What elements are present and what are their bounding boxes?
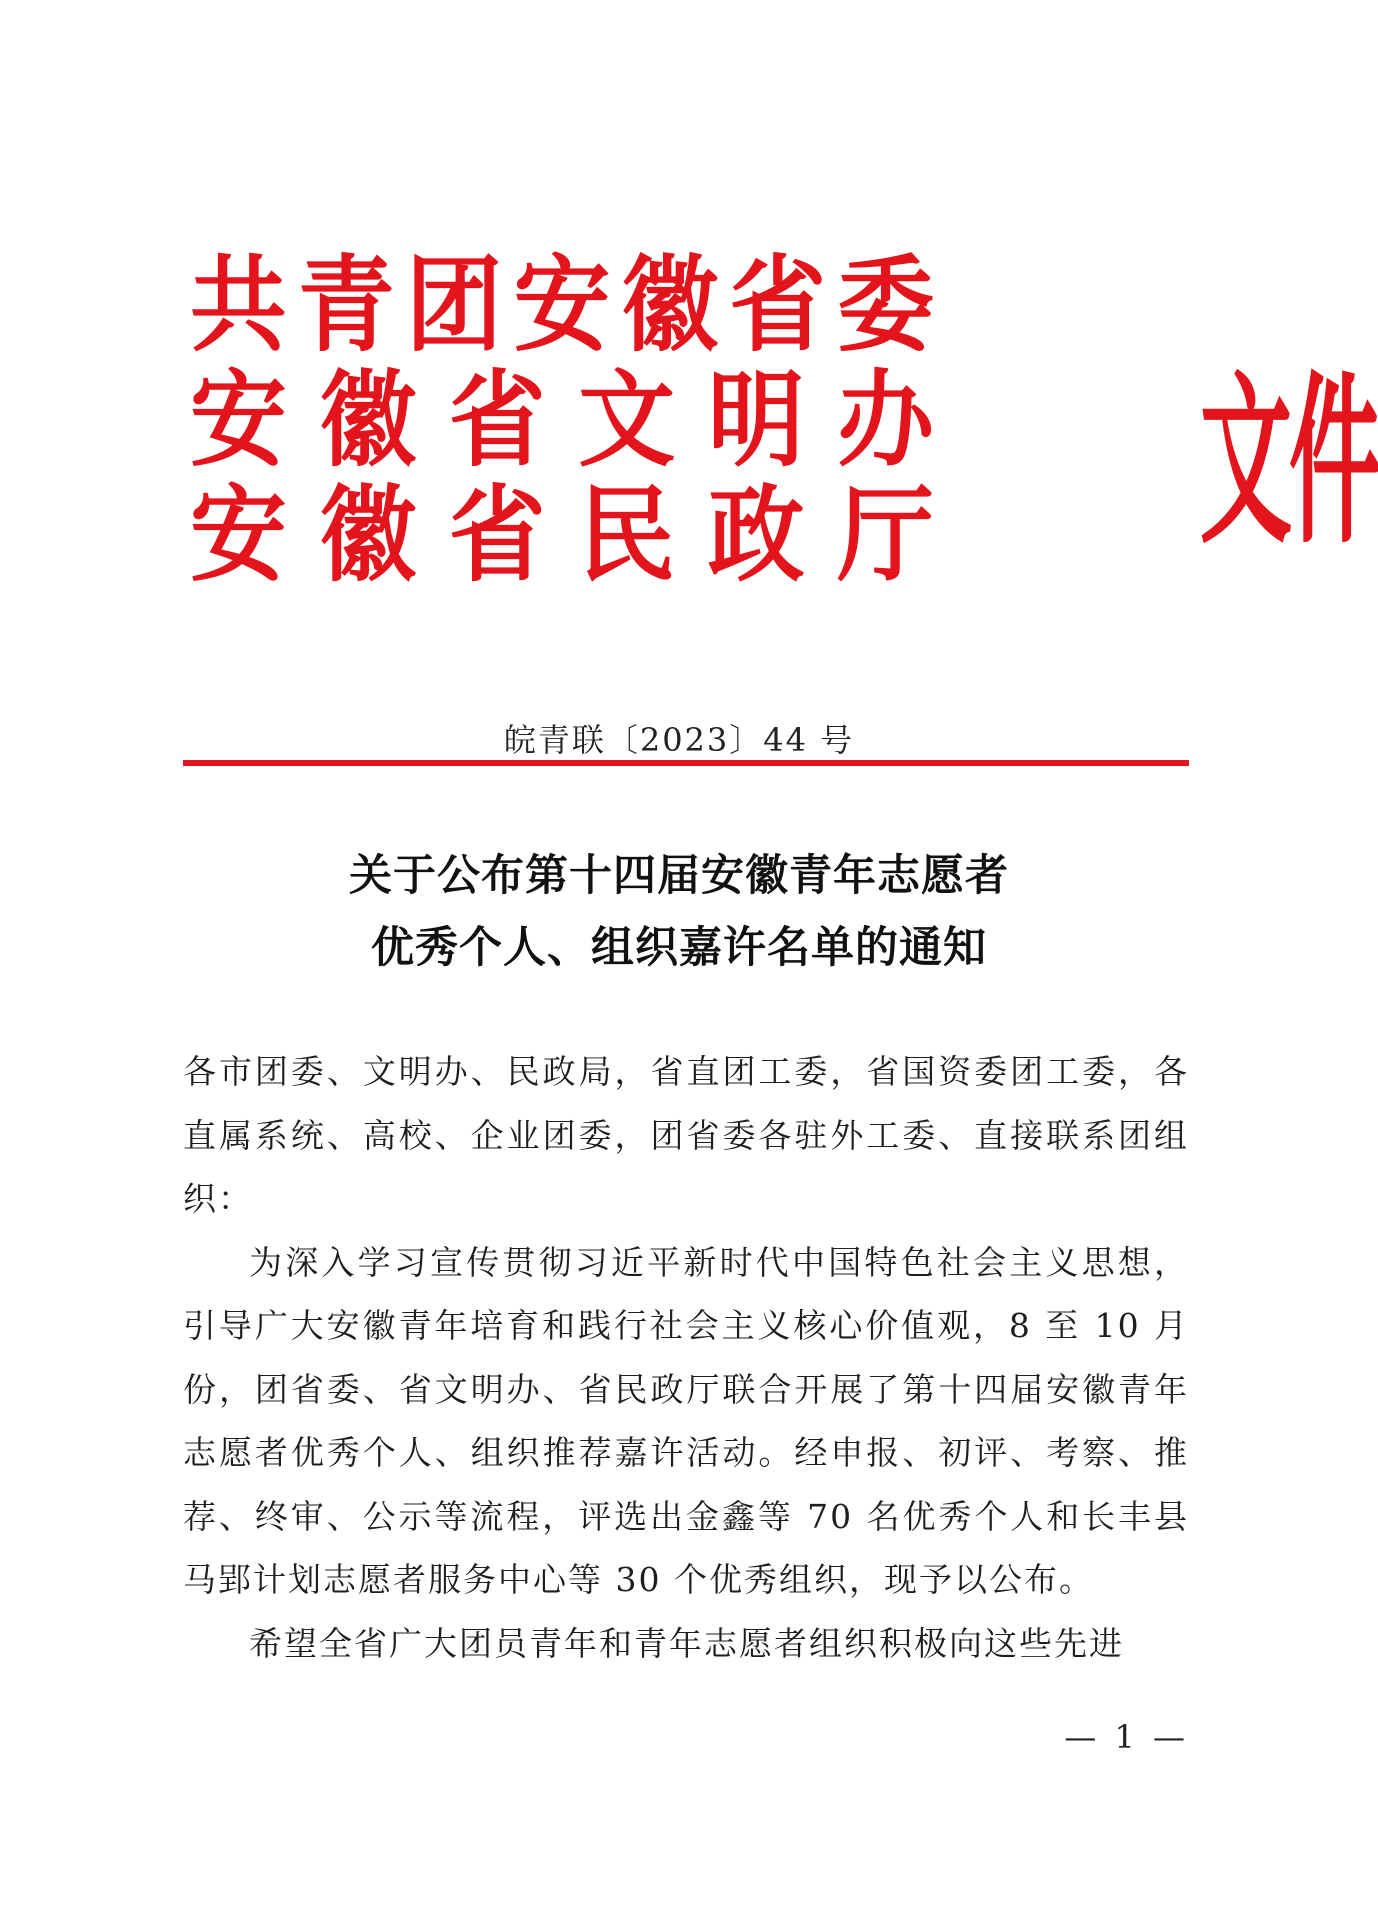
masthead-char: 团: [405, 244, 503, 366]
masthead-char: 安: [190, 474, 287, 596]
masthead-char: 省: [448, 474, 546, 596]
masthead-char: 省: [729, 244, 827, 366]
document-title: [0, 840, 1358, 984]
masthead-char: 政: [707, 474, 805, 596]
document-number: 皖青联〔2023〕44 号: [503, 721, 855, 759]
masthead-char: 省: [448, 359, 546, 481]
masthead-char: 办: [837, 359, 934, 481]
masthead-char: 徽: [319, 359, 417, 481]
body-paragraph-2: 希望全省广大团员青年和青年志愿者组织积极向这些先进: [249, 1623, 1124, 1663]
masthead-char: 委: [837, 244, 934, 366]
document-masthead: [190, 244, 1378, 610]
body-paragraph-1: 为深入学习宣传贯彻习近平新时代中国特色社会主义思想，引导广大安徽青年培育和践行社会主义核心价值观，8 至 10 月份，团省委、省文明办、省民政厅联合开展了第十四届安徽青年志愿者优秀个人、组织推荐嘉许活动。经申报、初评、考察、推荐、终审、公示等流程，评选出金鑫等 70 名优秀个人和长丰县马郢计划志愿者服务中心等 30 个优秀组织，现予以公布。: [183, 1242, 1189, 1599]
org-name-youth-league: [190, 244, 934, 366]
masthead-char: 徽: [319, 474, 417, 596]
red-divider-line: [183, 760, 1189, 766]
masthead-char: 共: [190, 244, 287, 366]
document-word: 文件: [1200, 354, 1378, 569]
document-body: [183, 1040, 1189, 1675]
org-name-civil-affairs: [190, 474, 934, 596]
masthead-char: 民: [578, 474, 676, 596]
title-line-2: 优秀个人、组织嘉许名单的通知: [371, 923, 987, 973]
masthead-char: 明: [707, 359, 805, 481]
masthead-char: 文: [578, 359, 676, 481]
masthead-char: 安: [190, 359, 287, 481]
masthead-char: 厅: [837, 474, 934, 596]
title-line-1: 关于公布第十四届安徽青年志愿者: [349, 851, 1009, 901]
masthead-char: 安: [513, 244, 611, 366]
masthead-char: 青: [297, 244, 395, 366]
addressees: 各市团委、文明办、民政局，省直团工委，省国资委团工委，各直属系统、高校、企业团委，团省委各驻外工委、直接联系团组织：: [183, 1052, 1189, 1218]
page-number: — 1 —: [1064, 1718, 1189, 1756]
masthead-char: 徽: [621, 244, 719, 366]
org-name-civilization-office: [190, 359, 934, 481]
